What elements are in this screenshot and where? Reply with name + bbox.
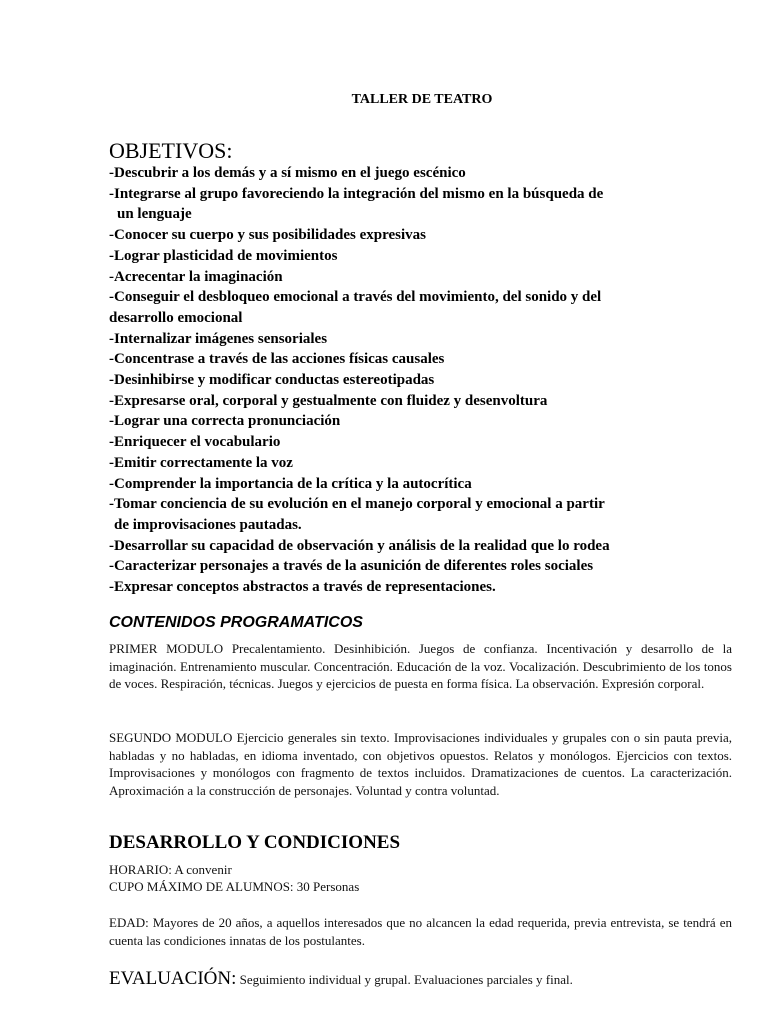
objetivo-item: -Conseguir el desbloqueo emocional a través del movimiento, del sonido y del [109,289,602,306]
objetivo-item: -Tomar conciencia de su evolución en el manejo corporal y emocional a partir [109,496,605,513]
objetivo-item: -Caracterizar personajes a través de la asunición de diferentes roles sociales [109,558,594,575]
evaluacion-text: Seguimiento individual y grupal. Evaluaciones parciales y final. [236,972,573,987]
objetivo-item: un lenguaje [117,206,192,223]
edad-paragraph: EDAD: Mayores de 20 años, a aquellos interesados que no alcancen la edad requerida, previa entrevista, se tendrá en cuenta las condiciones innatas de los postulantes. [109,915,732,948]
objetivo-item: -Concentrase a través de las acciones físicas causales [109,351,445,368]
horario-line: HORARIO: A convenir [109,862,232,877]
objetivo-item: -Internalizar imágenes sensoriales [109,330,328,347]
document-title: TALLER DE TEATRO [351,92,493,107]
objetivo-item: -Integrarse al grupo favoreciendo la integración del mismo en la búsqueda de [109,185,604,202]
objetivo-item: -Expresarse oral, corporal y gestualmente con fluidez y desenvoltura [109,392,548,409]
objetivo-item: -Lograr plasticidad de movimientos [109,247,338,264]
contenidos-heading: CONTENIDOS PROGRAMATICOS [109,614,363,631]
objetivo-item: -Descubrir a los demás y a sí mismo en el juego escénico [109,165,466,181]
objetivo-item: -Emitir correctamente la voz [109,454,293,471]
objetivo-item: -Desarrollar su capacidad de observación y análisis de la realidad que lo rodea [109,537,610,554]
objetivo-item: -Acrecentar la imaginación [109,268,283,285]
evaluacion-label: EVALUACIÓN: [109,968,237,989]
objetivo-item: -Comprender la importancia de la crítica y la autocrítica [109,475,472,492]
cupo-line: CUPO MÁXIMO DE ALUMNOS: 30 Personas [109,879,360,894]
desarrollo-heading: DESARROLLO Y CONDICIONES [109,832,401,853]
segundo-modulo-paragraph: SEGUNDO MODULO Ejercicio generales sin texto. Improvisaciones individuales y grupales con o sin pauta previa, habladas y no habladas, en idioma inventado, con objetivos opuestos. Relatos y monólogos. Ejercicios con textos. Improvisaciones y monólogos con fragmento de textos incluidos. Dramatizaciones de cuentos. La caracterización. Aproximación a la construcción de personajes. Voluntad y contra voluntad. [109,730,732,798]
objetivo-item: -Desinhibirse y modificar conductas estereotipadas [109,372,435,389]
objetivo-item: de improvisaciones pautadas. [114,516,302,533]
objetivo-item: -Conocer su cuerpo y sus posibilidades expresivas [109,227,426,244]
objetivos-list [109,163,709,598]
primer-modulo-paragraph: PRIMER MODULO Precalentamiento. Desinhibición. Juegos de confianza. Incentivación y desarrollo de la imaginación. Entrenamiento muscular. Concentración. Educación de la voz. Vocalización. Descubrimiento de los tonos de voces. Respiración, técnicas. Juegos y ejercicios de puesta en forma física. La observación. Expresión corporal. [109,641,732,692]
objetivo-item: -Lograr una correcta pronunciación [109,413,341,430]
objetivos-heading: OBJETIVOS: [109,138,233,163]
evaluacion-line [109,968,573,990]
objetivo-item: -Expresar conceptos abstractos a través de representaciones. [109,579,496,596]
objetivo-item: -Enriquecer el vocabulario [109,434,281,451]
objetivo-item: desarrollo emocional [109,309,243,326]
